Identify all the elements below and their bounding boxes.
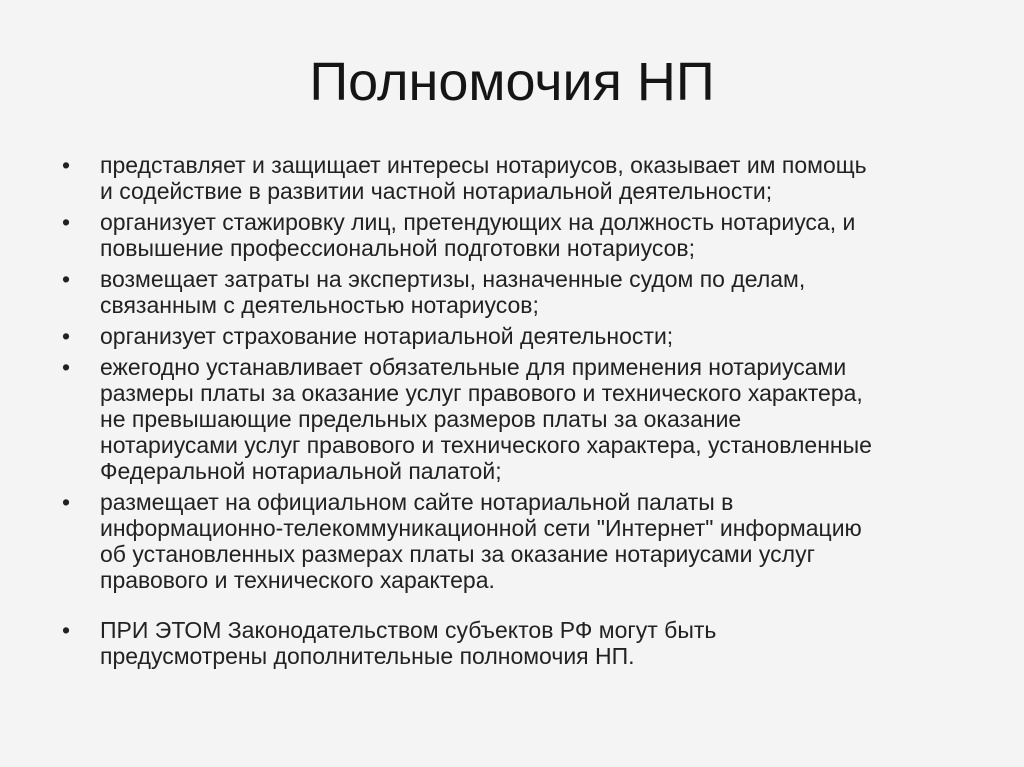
item-text-line: организует стажировку лиц, претендующих на должность нотариуса, и bbox=[100, 209, 856, 235]
bullet-icon: • bbox=[62, 152, 71, 178]
list-item-note bbox=[62, 617, 962, 669]
item-text-line: повышение профессиональной подготовки нотариусов; bbox=[100, 235, 696, 261]
item-text-line: правового и технического характера. bbox=[100, 567, 495, 593]
bullet-icon: • bbox=[62, 209, 71, 235]
item-text-line: организует страхование нотариальной деятельности; bbox=[100, 323, 674, 349]
item-text-line: информационно-телекоммуникационной сети "Интернет" информацию bbox=[100, 515, 862, 541]
list-item bbox=[62, 354, 962, 484]
list-item bbox=[62, 209, 962, 261]
item-text-line: об установленных размерах платы за оказание нотариусами услуг bbox=[100, 541, 815, 567]
item-text-line: размещает на официальном сайте нотариальной палаты в bbox=[100, 489, 734, 515]
item-text-line: нотариусами услуг правового и технического характера, установленные bbox=[100, 432, 872, 458]
item-text-line: Федеральной нотариальной палатой; bbox=[100, 458, 502, 484]
bullet-icon: • bbox=[62, 354, 71, 380]
item-text-line: возмещает затраты на экспертизы, назначенные судом по делам, bbox=[100, 266, 806, 292]
item-text-line: не превышающие предельных размеров платы за оказание bbox=[100, 406, 742, 432]
list-item bbox=[62, 323, 962, 349]
list-item bbox=[62, 266, 962, 318]
list-item bbox=[62, 152, 962, 204]
slide-title: Полномочия НП bbox=[309, 52, 715, 112]
bullet-icon: • bbox=[62, 489, 71, 515]
item-text-line: связанным с деятельностью нотариусов; bbox=[100, 292, 539, 318]
item-text-line: предусмотрены дополнительные полномочия НП. bbox=[100, 643, 635, 669]
item-text-line: ежегодно устанавливает обязательные для применения нотариусами bbox=[100, 354, 847, 380]
item-text-line: представляет и защищает интересы нотариусов, оказывает им помощь bbox=[100, 152, 867, 178]
powers-list bbox=[62, 152, 962, 674]
bullet-icon: • bbox=[62, 617, 71, 643]
item-text-line: размеры платы за оказание услуг правового и технического характера, bbox=[100, 380, 863, 406]
bullet-icon: • bbox=[62, 266, 71, 292]
item-text-line: ПРИ ЭТОМ Законодательством субъектов РФ могут быть bbox=[100, 617, 717, 643]
item-text-line: и содействие в развитии частной нотариальной деятельности; bbox=[100, 178, 773, 204]
list-item bbox=[62, 489, 962, 593]
bullet-icon: • bbox=[62, 323, 71, 349]
